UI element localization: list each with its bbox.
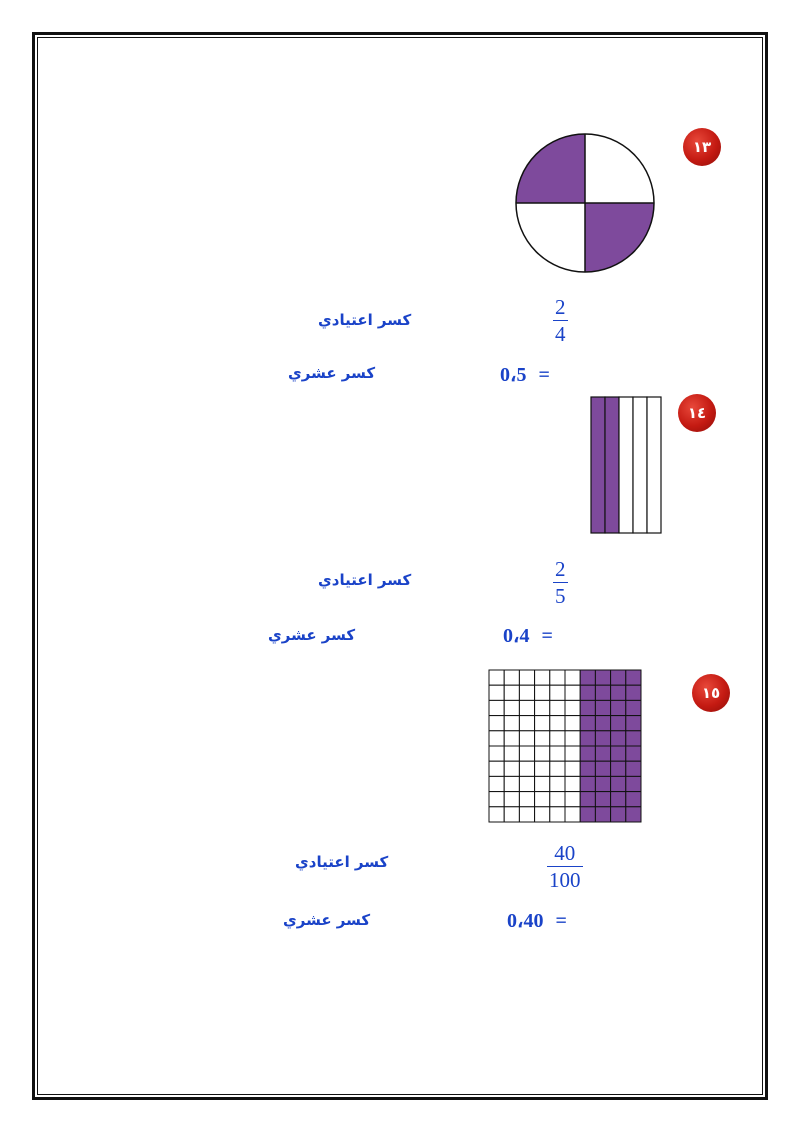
unshaded-cell xyxy=(565,776,580,791)
shaded-cell xyxy=(626,670,641,685)
unshaded-cell xyxy=(504,807,519,822)
shaded-cell xyxy=(611,670,626,685)
shaded-cell xyxy=(626,807,641,822)
shaded-strip xyxy=(605,397,619,533)
unshaded-cell xyxy=(565,700,580,715)
decimal-fraction-label: كسر عشري xyxy=(288,364,376,382)
unshaded-cell xyxy=(565,807,580,822)
unshaded-cell xyxy=(504,761,519,776)
unshaded-cell xyxy=(565,685,580,700)
unshaded-cell xyxy=(535,716,550,731)
shaded-cell xyxy=(611,761,626,776)
unshaded-cell xyxy=(535,776,550,791)
unshaded-cell xyxy=(535,685,550,700)
unshaded-cell xyxy=(519,731,534,746)
unshaded-cell xyxy=(550,670,565,685)
shaded-cell xyxy=(580,731,595,746)
unshaded-cell xyxy=(519,716,534,731)
unshaded-cell xyxy=(550,731,565,746)
shaded-cell xyxy=(626,792,641,807)
decimal-fraction-label: كسر عشري xyxy=(283,911,371,929)
shaded-cell xyxy=(611,792,626,807)
unshaded-cell xyxy=(504,685,519,700)
fraction-denominator: 100 xyxy=(549,868,581,892)
shaded-cell xyxy=(611,716,626,731)
unshaded-cell xyxy=(565,746,580,761)
problem-number-badge: ١٤ xyxy=(678,394,716,432)
unshaded-cell xyxy=(489,670,504,685)
unshaded-cell xyxy=(519,761,534,776)
circle-figure xyxy=(515,133,655,273)
unshaded-cell xyxy=(550,700,565,715)
unshaded-cell xyxy=(489,731,504,746)
shaded-cell xyxy=(595,685,610,700)
fraction-numerator: 2 xyxy=(555,557,566,581)
unshaded-cell xyxy=(535,807,550,822)
unshaded-strip xyxy=(647,397,661,533)
common-fraction xyxy=(553,559,568,607)
unshaded-cell xyxy=(504,700,519,715)
unshaded-cell xyxy=(504,776,519,791)
unshaded-cell xyxy=(550,792,565,807)
unshaded-cell xyxy=(565,792,580,807)
unshaded-cell xyxy=(519,807,534,822)
common-fraction-label: كسر اعتيادي xyxy=(318,571,412,589)
shaded-cell xyxy=(611,700,626,715)
unshaded-cell xyxy=(550,761,565,776)
shaded-cell xyxy=(626,685,641,700)
unshaded-cell xyxy=(565,716,580,731)
fraction-denominator: 4 xyxy=(555,322,566,346)
shaded-cell xyxy=(580,776,595,791)
shaded-cell xyxy=(595,670,610,685)
shaded-cell xyxy=(580,792,595,807)
shaded-cell xyxy=(580,700,595,715)
fraction-numerator: 2 xyxy=(555,295,566,319)
unshaded-cell xyxy=(565,670,580,685)
shaded-cell xyxy=(580,685,595,700)
strips-figure xyxy=(591,397,661,533)
shaded-cell xyxy=(611,685,626,700)
decimal-equation xyxy=(503,623,553,648)
unshaded-cell xyxy=(504,731,519,746)
shaded-cell xyxy=(595,746,610,761)
unshaded-cell xyxy=(550,776,565,791)
unshaded-cell xyxy=(504,670,519,685)
shaded-cell xyxy=(580,761,595,776)
shaded-cell xyxy=(595,807,610,822)
unshaded-cell xyxy=(519,685,534,700)
shaded-cell xyxy=(611,746,626,761)
shaded-cell xyxy=(626,776,641,791)
unshaded-cell xyxy=(504,716,519,731)
shaded-cell xyxy=(595,731,610,746)
equals-sign: = xyxy=(538,364,550,386)
shaded-cell xyxy=(626,716,641,731)
unshaded-cell xyxy=(535,792,550,807)
unshaded-cell xyxy=(519,792,534,807)
shaded-cell xyxy=(595,716,610,731)
problem-number-badge: ١٥ xyxy=(692,674,730,712)
unshaded-cell xyxy=(550,807,565,822)
unshaded-cell xyxy=(519,670,534,685)
shaded-cell xyxy=(626,746,641,761)
unshaded-cell xyxy=(535,746,550,761)
circle-quarter-top-left xyxy=(516,134,585,203)
shaded-cell xyxy=(595,700,610,715)
unshaded-strip xyxy=(633,397,647,533)
unshaded-cell xyxy=(550,716,565,731)
unshaded-cell xyxy=(489,700,504,715)
unshaded-cell xyxy=(550,685,565,700)
circle-quarter-bottom-right xyxy=(585,203,654,272)
decimal-value: 0،5 xyxy=(500,364,527,386)
decimal-fraction-label: كسر عشري xyxy=(268,626,356,644)
unshaded-cell xyxy=(565,731,580,746)
unshaded-cell xyxy=(535,670,550,685)
equals-sign: = xyxy=(541,625,553,647)
decimal-value: 0،4 xyxy=(503,625,530,647)
shaded-cell xyxy=(595,776,610,791)
unshaded-cell xyxy=(489,685,504,700)
shaded-cell xyxy=(626,700,641,715)
shaded-cell xyxy=(626,731,641,746)
unshaded-cell xyxy=(550,746,565,761)
unshaded-cell xyxy=(535,761,550,776)
shaded-cell xyxy=(580,670,595,685)
decimal-equation xyxy=(500,362,550,387)
shaded-cell xyxy=(611,807,626,822)
shaded-cell xyxy=(626,761,641,776)
common-fraction-label: كسر اعتيادي xyxy=(318,311,412,329)
common-fraction xyxy=(547,843,583,891)
shaded-cell xyxy=(580,716,595,731)
unshaded-cell xyxy=(489,716,504,731)
fraction-denominator: 5 xyxy=(555,584,566,608)
decimal-equation xyxy=(507,908,567,933)
unshaded-cell xyxy=(504,792,519,807)
shaded-cell xyxy=(595,792,610,807)
unshaded-cell xyxy=(519,776,534,791)
shaded-cell xyxy=(580,807,595,822)
common-fraction xyxy=(553,297,568,345)
hundred-grid-figure xyxy=(489,670,641,822)
fraction-numerator: 40 xyxy=(554,841,576,865)
decimal-value: 0،40 xyxy=(507,910,544,932)
unshaded-cell xyxy=(535,731,550,746)
equals-sign: = xyxy=(555,910,567,932)
problem-number-badge: ١٣ xyxy=(683,128,721,166)
unshaded-cell xyxy=(504,746,519,761)
unshaded-cell xyxy=(489,776,504,791)
unshaded-cell xyxy=(535,700,550,715)
unshaded-cell xyxy=(489,746,504,761)
shaded-cell xyxy=(595,761,610,776)
unshaded-cell xyxy=(489,807,504,822)
unshaded-cell xyxy=(489,761,504,776)
shaded-cell xyxy=(611,731,626,746)
unshaded-cell xyxy=(489,792,504,807)
common-fraction-label: كسر اعتيادي xyxy=(295,853,389,871)
shaded-strip xyxy=(591,397,605,533)
unshaded-cell xyxy=(519,700,534,715)
unshaded-cell xyxy=(565,761,580,776)
shaded-cell xyxy=(580,746,595,761)
unshaded-cell xyxy=(519,746,534,761)
shaded-cell xyxy=(611,776,626,791)
unshaded-strip xyxy=(619,397,633,533)
